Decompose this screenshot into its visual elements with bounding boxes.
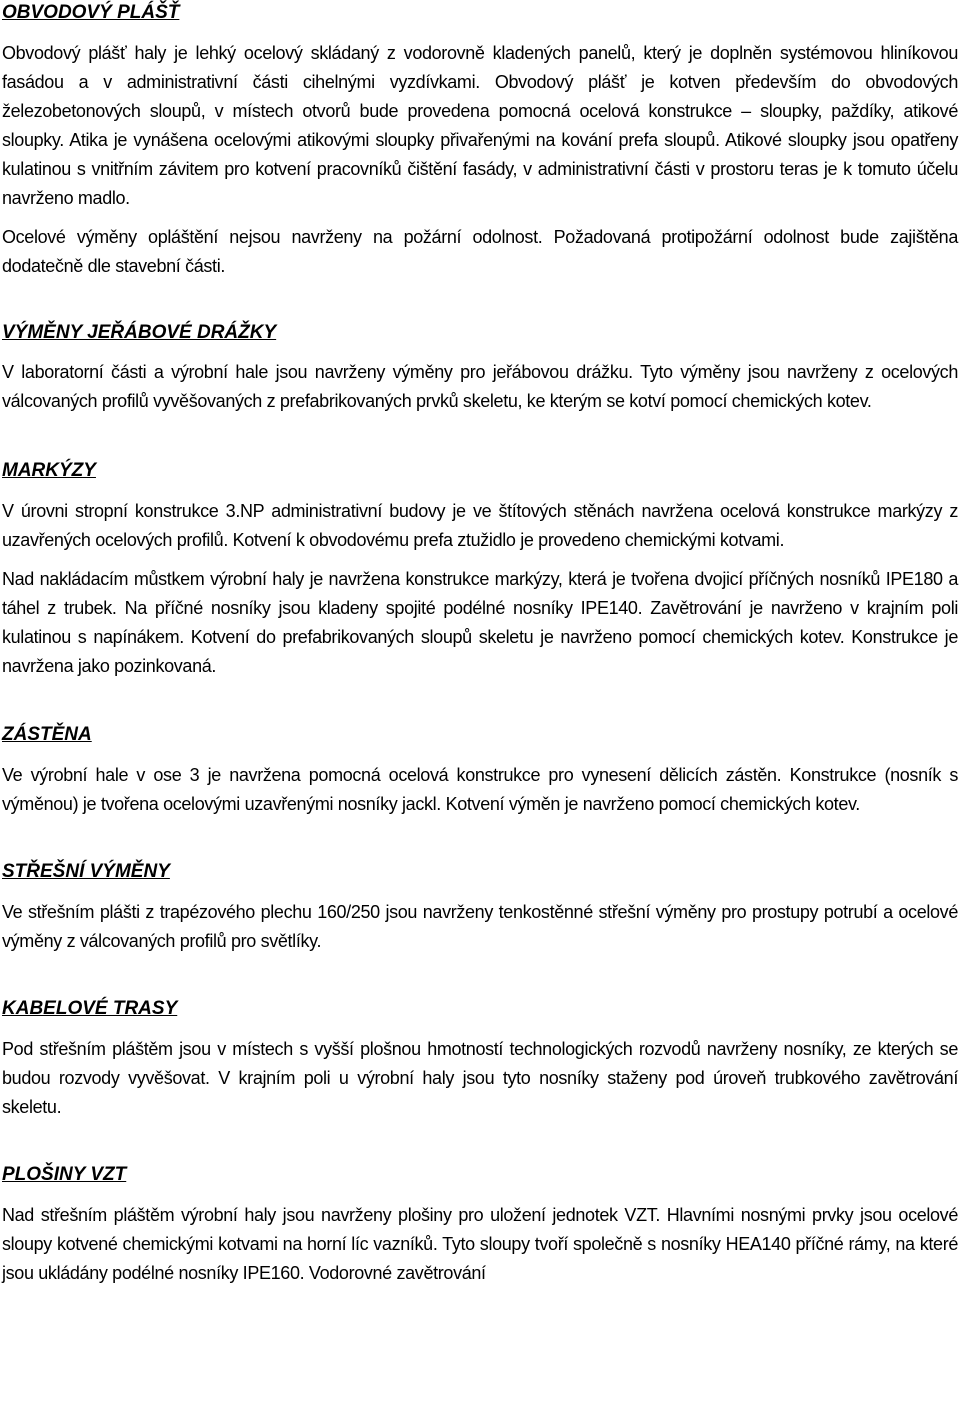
section-paragraph: Nad střešním pláštěm výrobní haly jsou navrženy plošiny pro uložení jednotek VZT. Hlavními nosnými prvky jsou ocelové sloupy kotvené chemickými kotvami na horní líc vazníků. Tyto sloupy tvoří společně s nosníky HEA140 příčné rámy, na které jsou ukládány podélné nosníky IPE160. Vodorovné zavětrování (2, 1205, 958, 1283)
section-paragraph: Obvodový plášť haly je lehký ocelový skládaný z vodorovně kladených panelů, který je doplněn systémovou hliníkovou fasádou a v administrativní části cihelnými vyzdívkami. Obvodový plášť je kotven především do obvodových železobetonových sloupů, v místech otvorů bude provedena pomocná ocelová konstrukce – sloupky, paždíky, atikové sloupky. Atika je vynášena ocelovými atikovými sloupky přivařenými na kování prefa sloupů. Atikové sloupky jsou opatřeny kulatinou s vnitřním závitem pro kotvení pracovníků čištění fasády, v administrativní části v prostoru teras je k tomuto účelu navrženo madlo. (2, 43, 958, 208)
section-plosiny-vzt (2, 1162, 958, 1288)
section-zastena (2, 722, 958, 819)
section-heading: PLOŠINY VZT (2, 1164, 127, 1185)
section-obvodovy-plast (2, 0, 958, 281)
section-heading: MARKÝZY (2, 460, 96, 481)
section-paragraph: V úrovni stropní konstrukce 3.NP administrativní budovy je ve štítových stěnách navržena ocelová konstrukce markýzy z uzavřených ocelových profilů. Kotvení k obvodovému prefa ztužidlo je provedeno chemickými kotvami. (2, 501, 958, 550)
section-paragraph: Ve výrobní hale v ose 3 je navržena pomocná ocelová konstrukce pro vynesení dělicích zástěn. Konstrukce (nosník s výměnou) je tvořena ocelovými uzavřenými nosníky jackl. Kotvení výměn je navrženo pomocí chemických kotev. (2, 765, 958, 814)
section-markyzy (2, 458, 958, 681)
section-paragraph: Ve střešním plášti z trapézového plechu 160/250 jsou navrženy tenkostěnné střešní výměny pro prostupy potrubí a ocelové výměny z válcovaných profilů pro světlíky. (2, 902, 958, 951)
section-paragraph: Nad nakládacím můstkem výrobní haly je navržena konstrukce markýzy, která je tvořena dvojicí příčných nosníků IPE180 a táhel z trubek. Na příčné nosníky jsou kladeny spojité podélné nosníky IPE140. Zavětrování je navrženo v krajním poli kulatinou s napínákem. Kotvení do prefabrikovaných sloupů skeletu je navrženo pomocí chemických kotev. Konstrukce je navržena jako pozinkovaná. (2, 569, 958, 676)
section-heading: STŘEŠNÍ VÝMĚNY (2, 861, 170, 882)
section-heading: OBVODOVÝ PLÁŠŤ (2, 2, 180, 23)
section-kabelove-trasy (2, 996, 958, 1122)
section-paragraph: V laboratorní části a výrobní hale jsou navrženy výměny pro jeřábovou drážku. Tyto výměny jsou navrženy z ocelových válcovaných profilů vyvěšovaných z prefabrikovaných prvků skeletu, ke kterým se kotví pomocí chemických kotev. (2, 362, 958, 411)
section-stresni-vymeny (2, 859, 958, 956)
section-paragraph: Pod střešním pláštěm jsou v místech s vyšší plošnou hmotností technologických rozvodů navrženy nosníky, ze kterých se budou rozvody vyvěšovat. V krajním poli u výrobní haly jsou tyto nosníky staženy pod úroveň trubkového zavětrování skeletu. (2, 1039, 958, 1117)
section-heading: ZÁSTĚNA (2, 724, 92, 745)
section-heading: KABELOVÉ TRASY (2, 998, 178, 1019)
section-paragraph: Ocelové výměny opláštění nejsou navrženy na požární odolnost. Požadovaná protipožární odolnost bude zajištěna dodatečně dle stavební části. (2, 227, 958, 276)
section-heading: VÝMĚNY JEŘÁBOVÉ DRÁŽKY (2, 322, 277, 343)
section-vymeny-jerabove-drazky (2, 320, 958, 416)
